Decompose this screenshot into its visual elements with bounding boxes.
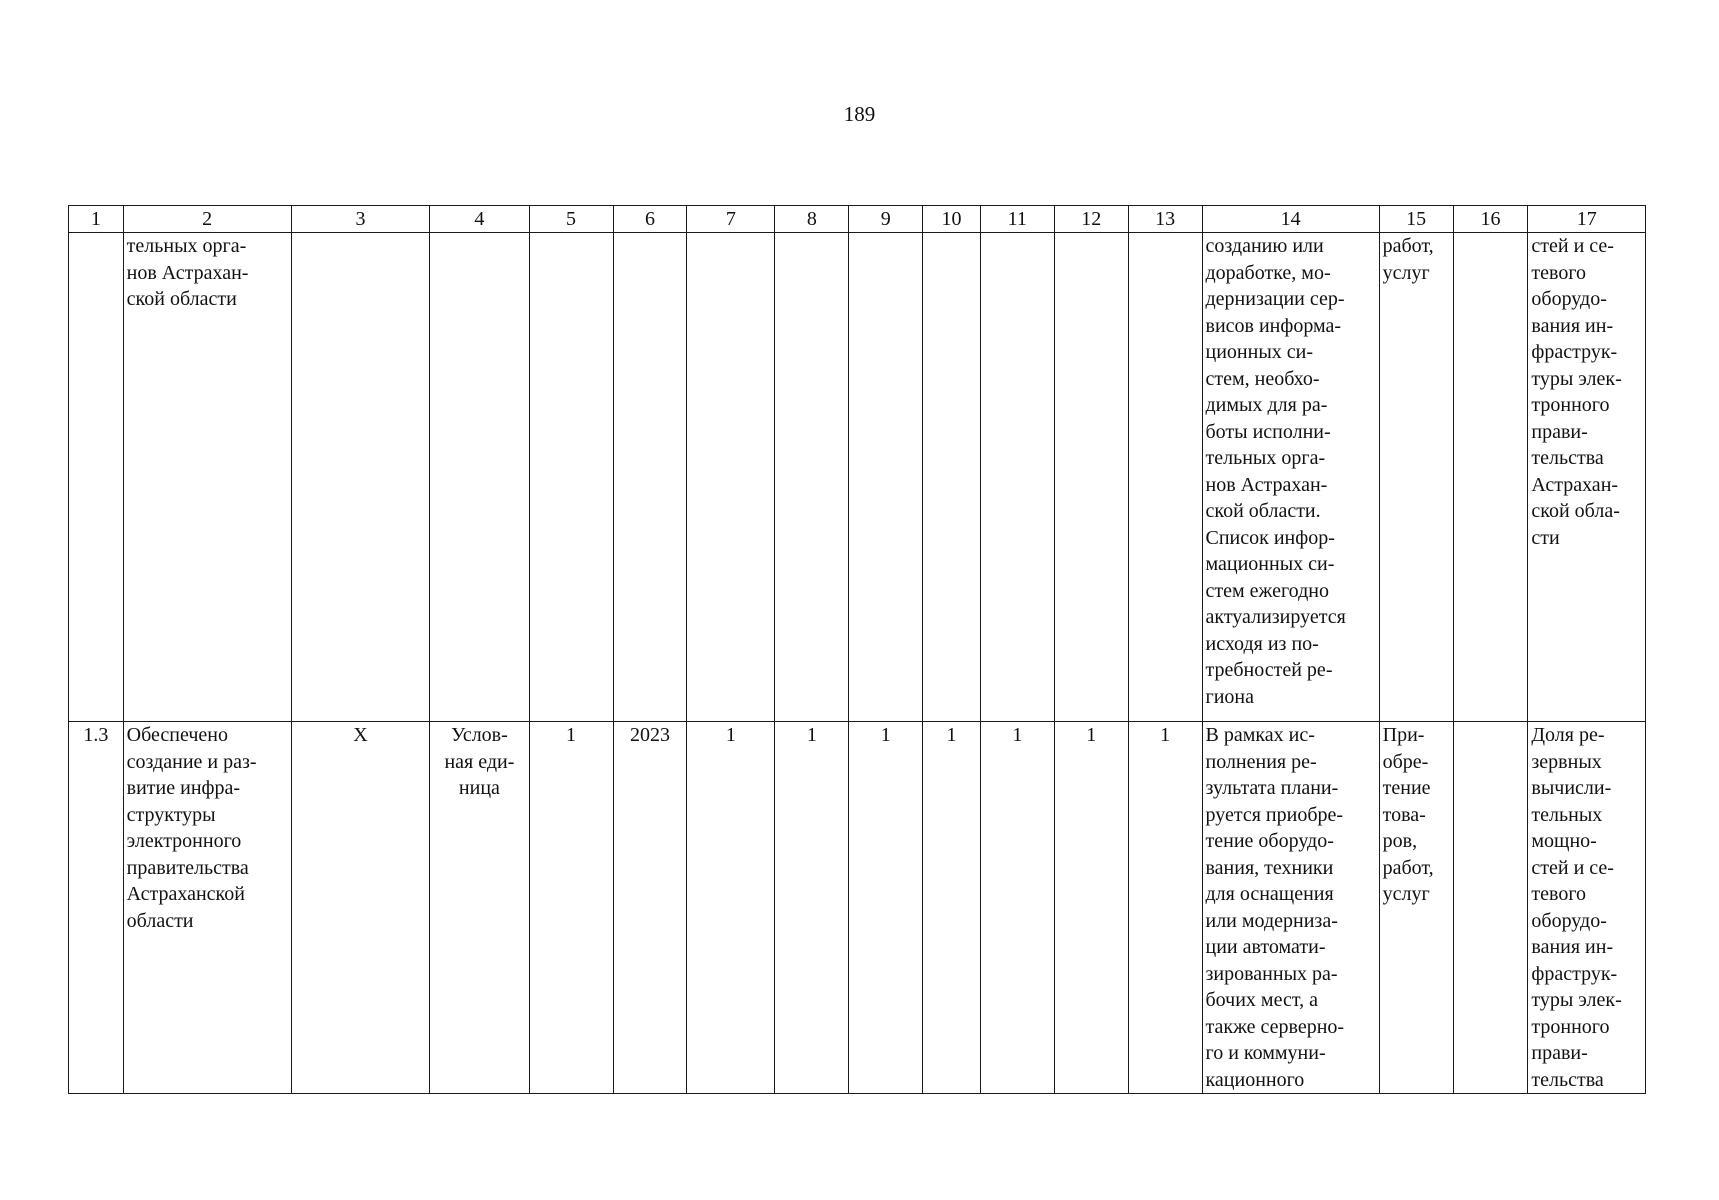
column-header: 2 <box>123 206 291 233</box>
cell-unit: Услов- ная еди- ница <box>430 722 529 1094</box>
cell-col10: 1 <box>923 722 981 1094</box>
column-number-row <box>69 206 1646 233</box>
cell-name: Обеспечено создание и раз- витие инфра- структуры электронного правительства Астраханской области <box>123 722 291 1094</box>
cell-col11 <box>980 233 1054 722</box>
cell-col8: 1 <box>775 722 849 1094</box>
cell-col13: 1 <box>1128 722 1202 1094</box>
cell-col10 <box>923 233 981 722</box>
cell-col12: 1 <box>1054 722 1128 1094</box>
cell-col7: 1 <box>687 722 775 1094</box>
cell-col6 <box>613 233 687 722</box>
column-header: 4 <box>430 206 529 233</box>
page-number: 189 <box>843 102 876 126</box>
column-header: 8 <box>775 206 849 233</box>
cell-name: тельных орга- нов Астрахан- ской области <box>123 233 291 722</box>
cell-col16 <box>1453 233 1528 722</box>
cell-number <box>69 233 124 722</box>
column-header: 7 <box>687 206 775 233</box>
cell-characteristic: стей и се- тевого оборудо- вания ин- фраструк- туры элек- тронного прави- тельства Астрахан- ской обла- сти <box>1528 233 1646 722</box>
cell-col5: 1 <box>529 722 613 1094</box>
column-header: 16 <box>1453 206 1528 233</box>
column-header: 6 <box>613 206 687 233</box>
column-header: 5 <box>529 206 613 233</box>
indicators-table <box>68 205 1646 1094</box>
column-header: 12 <box>1054 206 1128 233</box>
cell-characteristic: Доля ре- зервных вычисли- тельных мощно- стей и се- тевого оборудо- вания ин- фраструк- туры элек- тронного прави- тельства <box>1528 722 1646 1094</box>
cell-col16 <box>1453 722 1528 1094</box>
cell-year: 2023 <box>613 722 687 1094</box>
column-header: 14 <box>1202 206 1379 233</box>
column-header: 1 <box>69 206 124 233</box>
cell-description: созданию или доработке, мо- дернизации сер- висов информа- ционных си- стем, необхо- димых для ра- боты исполни- тельных орга- нов Астрахан- ской области. Список инфор- мационных си- стем ежегодно актуализируется исходя из по- требностей ре- гиона <box>1202 233 1379 722</box>
table-row-1-3 <box>69 722 1646 1094</box>
cell-number: 1.3 <box>69 722 124 1094</box>
column-header: 9 <box>849 206 923 233</box>
cell-col5 <box>529 233 613 722</box>
cell-description: В рамках ис- полнения ре- зультата плани- руется приобре- тение оборудо- вания, техники для оснащения или модерниза- ции автомати- зированных ра- бочих мест, а также серверно- го и коммуни- кационного <box>1202 722 1379 1094</box>
cell-col13 <box>1128 233 1202 722</box>
cell-col3: X <box>291 722 430 1094</box>
cell-col3 <box>291 233 430 722</box>
column-header: 3 <box>291 206 430 233</box>
cell-col4 <box>430 233 529 722</box>
column-header: 15 <box>1379 206 1453 233</box>
cell-type: При- обре- тение това- ров, работ, услуг <box>1379 722 1453 1094</box>
cell-type: работ, услуг <box>1379 233 1453 722</box>
cell-col11: 1 <box>980 722 1054 1094</box>
column-header: 17 <box>1528 206 1646 233</box>
column-header: 10 <box>923 206 981 233</box>
table-row-continuation <box>69 233 1646 722</box>
cell-col9 <box>849 233 923 722</box>
cell-col9: 1 <box>849 722 923 1094</box>
cell-col7 <box>687 233 775 722</box>
cell-col12 <box>1054 233 1128 722</box>
column-header: 11 <box>980 206 1054 233</box>
column-header: 13 <box>1128 206 1202 233</box>
cell-col8 <box>775 233 849 722</box>
